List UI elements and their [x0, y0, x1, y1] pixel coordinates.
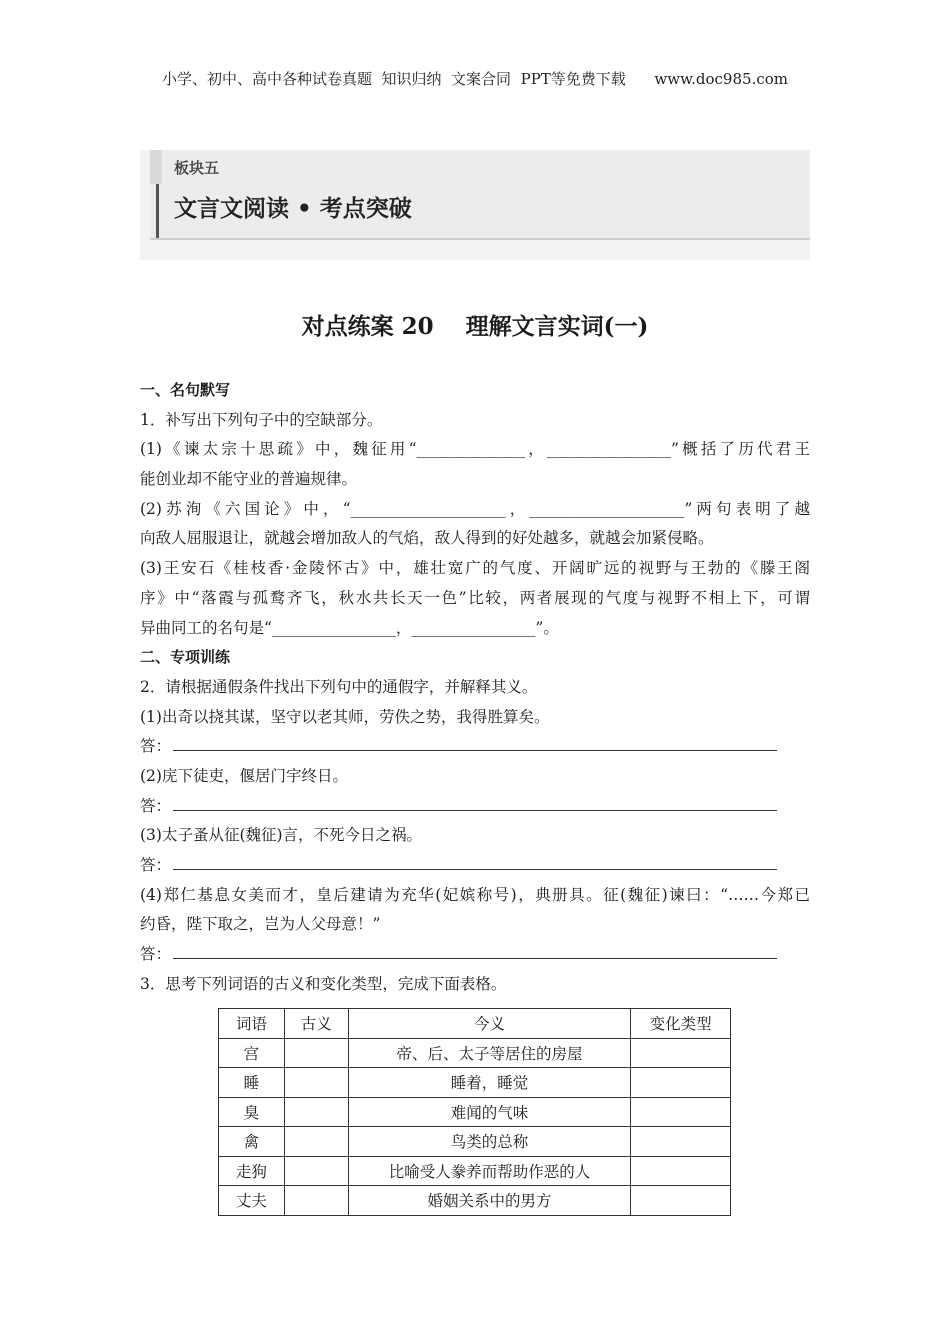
section-heading: 一、名句默写	[140, 381, 231, 399]
change-type-cell[interactable]	[631, 1097, 731, 1127]
table-header-cell: 变化类型	[631, 1009, 731, 1039]
change-type-cell[interactable]	[631, 1156, 731, 1186]
question-text: (3)太子蚤从征(魏征)言，不死今日之祸。	[140, 826, 423, 845]
modern-meaning-cell: 鸟类的总称	[348, 1127, 630, 1157]
banner-subtitle: 板块五	[174, 159, 220, 177]
answer-label: 答：	[140, 856, 172, 874]
modern-meaning-cell: 睡着，睡觉	[348, 1068, 630, 1098]
table-row	[219, 1186, 731, 1216]
table-header-cell: 古义	[284, 1009, 348, 1039]
question-text: (2)庑下徒吏，偃居门宇终日。	[140, 766, 348, 785]
change-type-cell[interactable]	[631, 1127, 731, 1157]
change-type-cell[interactable]	[631, 1186, 731, 1216]
question-text: (3)王安石《桂枝香·金陵怀古》中，雄壮宽广的气度、开阔旷远的视野与王勃的《滕王阁	[140, 559, 810, 578]
answer-blank[interactable]	[173, 792, 777, 811]
table-header-cell: 词语	[219, 1009, 285, 1039]
ancient-meaning-cell[interactable]	[284, 1038, 348, 1068]
term-cell: 走狗	[219, 1156, 285, 1186]
modern-meaning-cell: 比喻受人豢养而帮助作恶的人	[348, 1156, 630, 1186]
question-text: 3．思考下列词语的古义和变化类型，完成下面表格。	[140, 974, 507, 993]
modern-meaning-cell: 难闻的气味	[348, 1097, 630, 1127]
term-cell: 臭	[219, 1097, 285, 1127]
answer-line[interactable]	[140, 851, 810, 881]
table-row	[219, 1127, 731, 1157]
section-banner	[140, 150, 810, 260]
ancient-meaning-cell[interactable]	[284, 1186, 348, 1216]
question-text: (2)苏洵《六国论》中，“____________________，____________________”两句表明了越	[140, 499, 810, 518]
table-header-row	[219, 1009, 731, 1039]
answer-line[interactable]	[140, 732, 810, 762]
banner-accent-line	[156, 184, 159, 238]
modern-meaning-cell: 婚姻关系中的男方	[348, 1186, 630, 1216]
page-title: 对点练案 20 理解文言实词(一)	[301, 313, 649, 340]
table-header-cell: 今义	[348, 1009, 630, 1039]
question-text: 能创业却不能守业的普遍规律。	[140, 470, 358, 489]
answer-blank[interactable]	[173, 732, 777, 751]
question-text: (1)出奇以挠其谋，坚守以老其师，劳佚之势，我得胜算矣。	[140, 707, 550, 726]
table-row	[219, 1097, 731, 1127]
ancient-meaning-cell[interactable]	[284, 1097, 348, 1127]
question-text: 约昏，陛下取之，岂为人父母意！”	[140, 915, 381, 934]
question-text: 序》中“落霞与孤鹜齐飞，秋水共长天一色”比较，两者展现的气度与视野不相上下，可谓	[140, 588, 810, 607]
change-type-cell[interactable]	[631, 1038, 731, 1068]
term-cell: 禽	[219, 1127, 285, 1157]
header-note: 小学、初中、高中各种试卷真题 知识归纳 文案合同 PPT等免费下载 www.doc985.com	[161, 70, 788, 88]
answer-line[interactable]	[140, 940, 810, 970]
question-text: 向敌人屈服退让，就越会增加敌人的气焰，敌人得到的好处越多，就越会加紧侵略。	[140, 529, 714, 548]
question-text: (1)《谏太宗十思疏》中，魏征用“______________，________________”概括了历代君王	[140, 440, 810, 459]
term-cell: 宫	[219, 1038, 285, 1068]
change-type-cell[interactable]	[631, 1068, 731, 1098]
answer-blank[interactable]	[173, 851, 777, 870]
answer-line[interactable]	[140, 792, 810, 822]
exercise-content	[140, 376, 810, 999]
ancient-meaning-cell[interactable]	[284, 1156, 348, 1186]
ancient-meaning-cell[interactable]	[284, 1127, 348, 1157]
banner-title: 文言文阅读 • 考点突破	[174, 196, 412, 222]
answer-label: 答：	[140, 945, 172, 964]
term-cell: 丈夫	[219, 1186, 285, 1216]
ancient-meaning-cell[interactable]	[284, 1068, 348, 1098]
answer-label: 答：	[140, 796, 172, 815]
question-text: (4)郑仁基息女美而才，皇后建请为充华(妃嫔称号)，典册具。征(魏征)谏曰：“……今郑已	[140, 885, 810, 904]
section-heading: 二、专项训练	[140, 648, 231, 667]
question-text: 2．请根据通假条件找出下列句中的通假字，并解释其义。	[140, 677, 538, 696]
table-row	[219, 1068, 731, 1098]
answer-blank[interactable]	[173, 940, 777, 959]
question-text: 异曲同工的名句是“________________，________________”。	[140, 618, 559, 637]
vocabulary-table	[218, 1008, 731, 1216]
modern-meaning-cell: 帝、后、太子等居住的房屋	[348, 1038, 630, 1068]
banner-stripe	[150, 150, 162, 184]
term-cell: 睡	[219, 1068, 285, 1098]
table-row	[219, 1038, 731, 1068]
table-row	[219, 1156, 731, 1186]
question-text: 1．补写出下列句子中的空缺部分。	[140, 410, 383, 429]
answer-label: 答：	[140, 737, 172, 756]
